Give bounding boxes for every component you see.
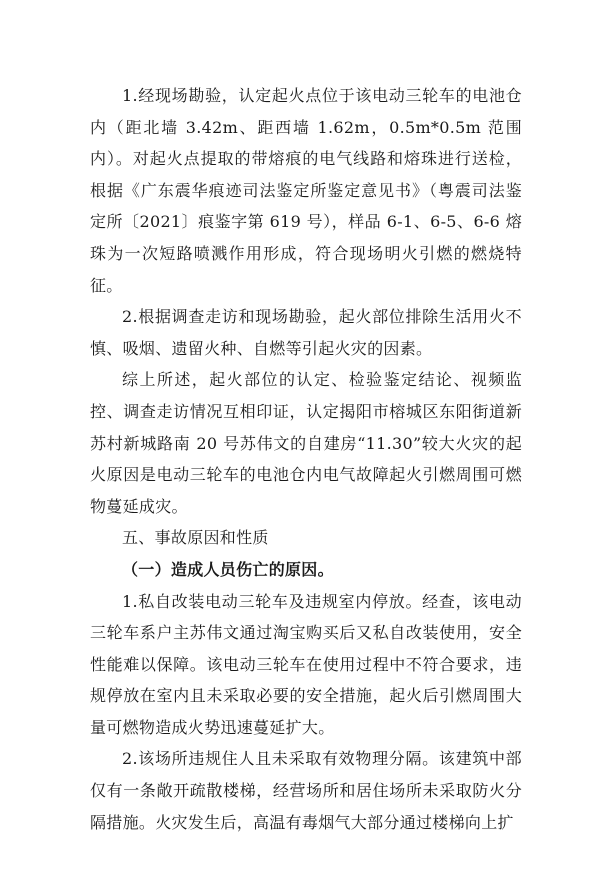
paragraph-fire-point: 1.经现场勘验，认定起火点位于该电动三轮车的电池仓内（距北墙 3.42m、距西墙 1.62m，0.5m*0.5m 范围内）。对起火点提取的带熔痕的电气线路和熔珠进行送检，根据《广东震华痕迹司法鉴定所鉴定意见书》（粤震司法鉴定所〔2021〕痕鉴字第 619 号），样品 6-1、6-5、6-6 熔珠为一次短路喷溅作用形成，符合现场明火引燃的燃烧特征。 [90,86,522,295]
paragraph-conclusion: 综上所述，起火部位的认定、检验鉴定结论、视频监控、调查走访情况互相印证，认定揭阳市榕城区东阳街道新苏村新城路南 20 号苏伟文的自建房“11.30”较大火灾的起火原因是电动三轮车的电池仓内电气故障起火引燃周围可燃物蔓延成灾。 [90,370,522,516]
paragraph-cause-1: 1.私自改装电动三轮车及违规室内停放。经查，该电动三轮车系户主苏伟文通过淘宝购买后又私自改装使用，安全性能难以保障。该电动三轮车在使用过程中不符合要求，违规停放在室内且未采取必要的安全措施，起火后引燃周围大量可燃物造成火势迅速蔓延扩大。 [90,591,522,737]
paragraph-exclusion: 2.根据调查走访和现场勘验，起火部位排除生活用火不慎、吸烟、遗留火种、自燃等引起火灾的因素。 [90,307,522,358]
paragraph-cause-2: 2.该场所违规住人且未采取有效物理分隔。该建筑中部仅有一条敞开疏散楼梯，经营场所和居住场所未采取防火分隔措施。火灾发生后，高温有毒烟气大部分通过楼梯向上扩 [90,749,522,832]
section-heading: 五、事故原因和性质 [122,528,269,548]
subsection-heading: （一）造成人员伤亡的原因。 [122,559,334,579]
document-body [90,80,522,838]
